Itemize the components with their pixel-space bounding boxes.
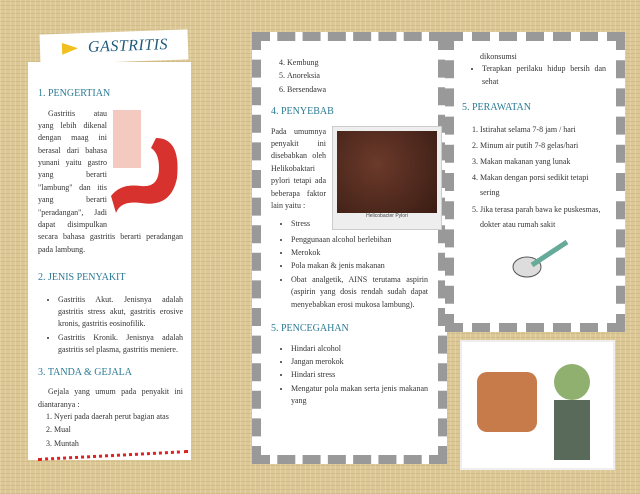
tanda-intro: Gejala yang umum pada penyakit ini diantaranya : (38, 387, 183, 409)
list-item: • Stress (291, 218, 428, 230)
list-item: • Mengatur pola makan serta jenis makanan yang (291, 383, 428, 408)
list-item: 5. Anoreksia (287, 70, 428, 82)
list-item: 1. Istirahat selama 7-8 jam / hari (480, 122, 606, 137)
list-item: 3. Muntah (54, 438, 183, 450)
list-item: • Hindari alcohol (291, 343, 428, 355)
list-item: 4. Makan dengan porsi sedikit tetapi sering (480, 170, 606, 200)
triangle-icon (62, 42, 78, 55)
list-item: • Merokok (291, 247, 428, 259)
penyebab-intro: Pada umumnya penyakit ini disebabkan oleh Helikobaktari pylori tetapi ada beberapa faktor lain yaitu : (271, 126, 326, 211)
heading-penyebab: 4. PENYEBAB (271, 106, 334, 118)
list-item: 2. Mual (54, 424, 183, 436)
stomach-image (111, 108, 183, 218)
list-item: • Terapkan perilaku hidup bersih dan sehat (482, 63, 606, 88)
heading-jenis: 2. JENIS PENYAKIT (38, 272, 126, 284)
title-banner (40, 29, 189, 64)
heading-pencegahan: 5. PENCEGAHAN (271, 323, 349, 335)
brochure-title: GASTRITIS (87, 35, 169, 56)
figure-caption: Helicobacter Pylori (366, 212, 408, 219)
left-panel (28, 62, 191, 460)
list-item: 4. Kembung (287, 57, 428, 69)
list-item: • Pola makan & jenis makanan (291, 260, 428, 272)
helicobacter-image (337, 131, 437, 213)
pencegahan-cont: dikonsumsi (480, 52, 517, 61)
heading-perawatan: 5. PERAWATAN (462, 102, 531, 114)
right-panel (445, 32, 625, 332)
dotted-decoration (38, 450, 188, 461)
list-item: • Jangan merokok (291, 356, 428, 368)
list-item: • Gastritis Kronik. Jenisnya adalah gastritis sel plasma, gastritis meniere. (58, 332, 183, 357)
cartoon-image (460, 340, 615, 470)
list-item: • Penggunaan alcohol berlebihan (291, 232, 428, 246)
heading-tanda: 3. TANDA & GEJALA (38, 366, 133, 378)
list-item: 2. Minum air putih 7-8 gelas/hari (480, 138, 606, 153)
sick-man-illustration (462, 342, 613, 468)
list-item: • Gastritis Akut. Jenisnya adalah gastritis stress akut, gastritis erosive kronis, gastritis eosinofilik. (58, 294, 183, 331)
bacteria-figure (332, 126, 442, 230)
syringe-cartoon (502, 237, 572, 287)
list-item: • Hindari stress (291, 369, 428, 381)
list-item: 5. Jika terasa parah bawa ke puskesmas, dokter atau rumah sakit (480, 202, 606, 232)
list-item: 6. Bersendawa (287, 84, 428, 96)
list-item: 3. Makan makanan yang lunak (480, 154, 606, 169)
list-item: • Obat analgetik, AINS terutama aspirin (aspirin yang dosis rendah sudah dapat menyebabkan erosi mukosa lambung). (291, 274, 428, 311)
pengertian-text: Gastritis atau yang lebih dikenal dengan maag ini berasal dari bahasa yunani yaitu gastro yang berarti "lambung" dan itis yang berarti "peradangan", Jadi dapat disimpulkan secara bahasa gastritis berarti peradangan pada lambung. (38, 108, 183, 254)
list-item: 1. Nyeri pada daerah perut bagian atas (54, 411, 183, 423)
heading-pengertian: 1. PENGERTIAN (38, 88, 111, 99)
middle-panel (252, 32, 447, 464)
